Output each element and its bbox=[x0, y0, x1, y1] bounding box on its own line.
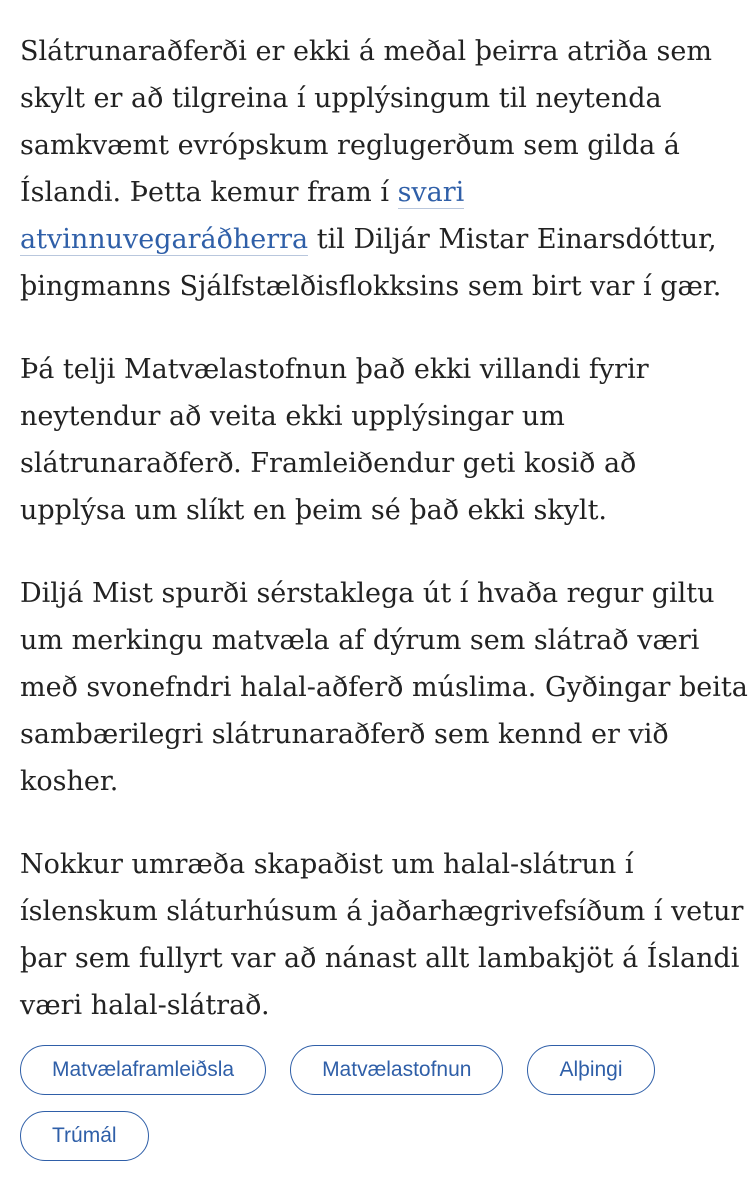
paragraph-4: Nokkur umræða skapaðist um halal-slátrun í íslenskum sláturhúsum á jaðarhægrivefsíðum í vetur þar sem fullyrt var að nánast allt lambakjöt á Íslandi væri halal-slátrað. bbox=[20, 849, 744, 1021]
minister-answer-link[interactable]: svari atvinnuvegaráðherra bbox=[20, 177, 465, 255]
paragraph-1-text-start: Slátrunaraðferði er ekki á meðal þeirra atriða sem skylt er að tilgreina í upplýsingum til neytenda samkvæmt evrópskum reglugerðum sem gilda á Íslandi. Þetta kemur fram í bbox=[20, 36, 712, 208]
paragraph-1-text-end: til Diljár Mistar Einarsdóttur, þingmanns Sjálfstælðisflokksins sem birt var í gær. bbox=[20, 224, 722, 302]
paragraph-1 bbox=[20, 28, 748, 310]
tag-matvaelaframleidsla[interactable]: Matvælaframleiðsla bbox=[20, 1045, 266, 1095]
tag-trumal[interactable]: Trúmál bbox=[20, 1111, 149, 1161]
tag-matvaelastofnun[interactable]: Matvælastofnun bbox=[290, 1045, 503, 1095]
tag-list bbox=[20, 1045, 740, 1161]
paragraph-3: Diljá Mist spurði sérstaklega út í hvaða regur giltu um merkingu matvæla af dýrum sem slátrað væri með svonefndri halal-aðferð múslima. Gyðingar beita sambærilegri slátrunaraðferð sem kennd er við kosher. bbox=[20, 578, 748, 797]
tag-althingi[interactable]: Alþingi bbox=[527, 1045, 654, 1095]
article-body bbox=[20, 28, 748, 1065]
paragraph-2: Þá telji Matvælastofnun það ekki villandi fyrir neytendur að veita ekki upplýsingar um slátrunaraðferð. Framleiðendur geti kosið að upplýsa um slíkt en þeim sé það ekki skylt. bbox=[20, 354, 649, 526]
